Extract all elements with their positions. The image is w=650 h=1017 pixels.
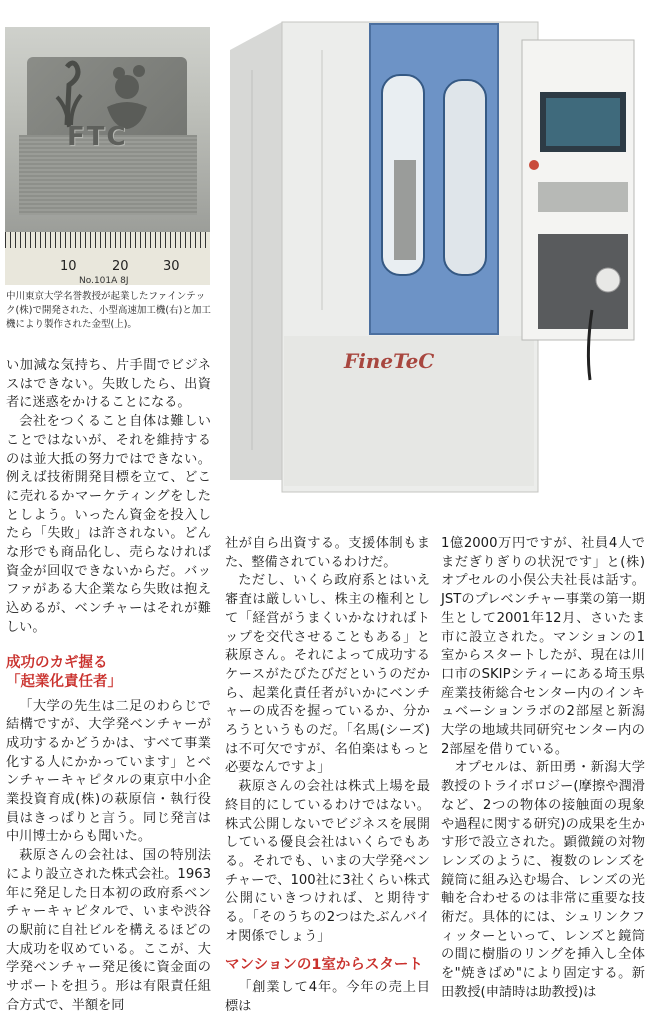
paragraph: 「大学の先生は二足のわらじで結構ですが、大学発ベンチャーが成功するかどうかは、すべて事業化する人にかかっています」とベンチャーキャピタルの東京中小企業投資育成(株)の萩原信・執行役員はきっぱりと言う。同じ発言は中川博士からも聞いた。 (6, 698, 211, 845)
column-3 (441, 535, 645, 1003)
paragraph: 「創業して4年。今年の売上目標は (225, 980, 430, 1014)
paragraph: い加減な気持ち、片手間でビジネスはできない。失敗したら、出資者に迷惑をかけることになる。 (6, 358, 211, 411)
paragraph: 萩原さんの会社は株式上場を最終目的にしているわけではない。株式公開しないでビジネスを展開している優良会社はいくらでもある。それでも、いまの大学発ベンチャーで、100社に3社くらい株式公開にいきつければ、と期待する。「そのうちの2つはたぶんバイオ関係でしょう」 (225, 779, 430, 944)
paragraph: 萩原さんの会社は、国の特別法により設立された株式会社。1963年に発足した日本初の政府系ベンチャーキャピタルで、いまや渋谷の駅前に自社ビルを構えるほどの大成功を収めている。ここが、大学発ベンチャー発足後に資金面のサポートを担う。形は有限責任組合方式で、半額を同 (6, 848, 211, 1013)
paragraph: 1億2000万円ですが、社員4人でまだぎりぎりの状況です」と(株)オプセルの小俣公夫社長は話す。JSTのプレベンチャー事業の第一期生として2001年12月、さいたま市に設立された。マンションの1室からスタートしたが、現在は川口市のSKIPシティーにある埼玉県産業技術総合センター内のインキュベーションラボの2部屋と新潟大学の地域共同研究センター内の2部屋を借りている。 (441, 536, 646, 757)
ruler-label: 20 (112, 259, 129, 274)
die-photo (5, 27, 210, 285)
ruler-ticks (5, 232, 210, 248)
ruler (5, 232, 210, 285)
column-2 (225, 535, 430, 1017)
machine-photo (222, 10, 646, 504)
paragraph: 社が自ら出資する。支援体制もまた、整備されているわけだ。 (225, 536, 430, 570)
section-heading-line2: 「起業化責任者」 (6, 673, 122, 690)
ruler-note: No.101A 8J (79, 276, 129, 285)
paragraph: 会社をつくること自体は難しいことではないが、それを維持するのは並大抵の努力ではできない。例えば技術開発目標を立て、どこに売れるかマーケティングをしたとしよう。いったん資金を投入したら「失敗」は許されない。どんな形でも商品化し、売らなければ資金が回収できないからだ。バッファがある大企業なら失敗は抱え込めるが、ベンチャーはそれが難しい。 (6, 414, 211, 635)
photo-caption: 中川東京大学名誉教授が起業したファインテック(株)で開発された、小型高速加工機(右)と加工機により製作された金型(上)。 (6, 291, 211, 330)
ruler-label: 10 (60, 259, 77, 274)
paragraph: オプセルは、新田勇・新潟大学教授のトライボロジー(摩擦や潤滑など、2つの物体の接触面の現象や過程に関する研究)の成果を生かす形で設立された。顕微鏡の対物レンズのように、複数のレンズを鏡筒に組み込む場合、レンズの光軸を合わせるのは非常に重要な技術だ。具体的には、シュリンクフィッターといって、レンズと鏡筒の間に樹脂のリングを挿入し全体を"焼きばめ"により固定する。新田教授(申請時は助教授)は (441, 760, 645, 1000)
section-heading-mansion: マンションの1室からスタート (225, 957, 423, 974)
column-1 (6, 357, 211, 1016)
machine-brand-logo: FineTeC (344, 349, 435, 373)
paragraph: ただし、いくら政府系とはいえ審査は厳しいし、株主の権利として「経営がうまくいかなければトップを交代させることもある」と萩原さん。それによって成功するケースがたびたびだというのだから、起業化責任者がいかにベンチャーの成否を握っているか、分かろうというものだ。「名馬(シーズ)は不可欠ですが、名伯楽はもっと必要なんですよ」 (225, 573, 430, 776)
section-heading-line1: 成功のカギ握る (6, 654, 108, 671)
die-engraving: FTC (67, 122, 128, 152)
ruler-label: 30 (163, 259, 180, 274)
